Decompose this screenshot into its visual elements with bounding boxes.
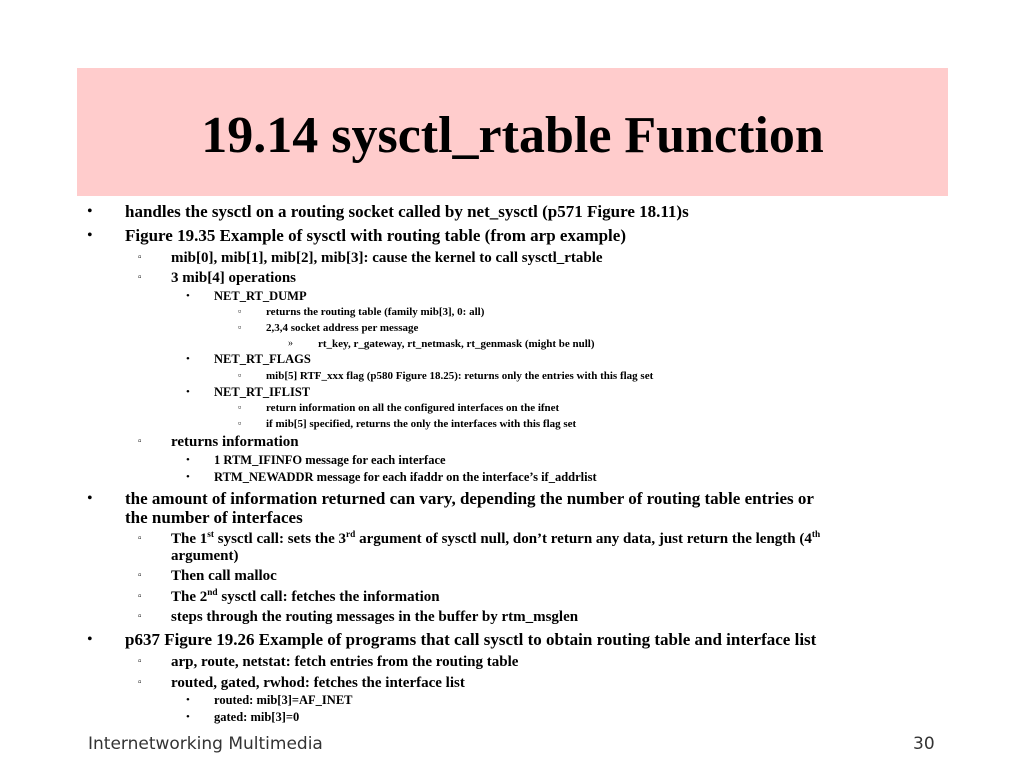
- bullet-text: the amount of information returned can vary, depending the number of routing table entries or: [125, 489, 814, 508]
- square-bullet-icon: ▫: [138, 677, 142, 688]
- square-bullet-icon: ▫: [138, 611, 142, 622]
- square-bullet-icon: ▫: [238, 418, 242, 428]
- bullet-dot-icon: •: [87, 490, 93, 507]
- bullet-item: [138, 588, 440, 606]
- bullet-dot-icon: •: [186, 454, 190, 466]
- square-bullet-icon: ▫: [238, 322, 242, 332]
- bullet-text: the number of interfaces: [125, 508, 303, 527]
- bullet-text: sysctl call: fetches the information: [217, 589, 440, 605]
- bullet-continuation: [125, 509, 303, 528]
- bullet-item: [186, 693, 353, 708]
- square-bullet-icon: ▫: [238, 402, 242, 412]
- bullet-dot-icon: •: [186, 290, 190, 302]
- bullet-item: [238, 306, 485, 318]
- bullet-text: gated: mib[3]=0: [214, 710, 300, 724]
- bullet-item: [186, 453, 446, 468]
- bullet-item: [186, 385, 311, 400]
- title-banner: [77, 68, 948, 196]
- bullet-item: [238, 370, 654, 382]
- square-bullet-icon: ▫: [138, 656, 142, 667]
- bullet-item: [186, 710, 300, 725]
- bullet-text: handles the sysctl on a routing socket called by net_sysctl (p571 Figure 18.11)s: [125, 202, 689, 221]
- bullet-item: [186, 352, 311, 367]
- bullet-item: [138, 568, 277, 585]
- bullet-text: if mib[5] specified, returns the only the interfaces with this flag set: [266, 418, 577, 430]
- bullet-dot-icon: •: [87, 227, 93, 244]
- square-bullet-icon: ▫: [238, 306, 242, 316]
- bullet-text: NET_RT_FLAGS: [214, 352, 311, 366]
- bullet-item: [87, 489, 814, 509]
- bullet-text: Then call malloc: [171, 568, 277, 584]
- bullet-item: [138, 530, 821, 548]
- bullet-text: The 2: [171, 589, 208, 605]
- page-number: 30: [913, 734, 935, 754]
- bullet-item: [138, 609, 579, 626]
- bullet-dot-icon: •: [186, 353, 190, 365]
- bullet-item: [138, 270, 296, 287]
- bullet-text: 2,3,4 socket address per message: [266, 322, 419, 334]
- superscript: st: [207, 530, 214, 540]
- bullet-dot-icon: •: [186, 711, 190, 723]
- bullet-continuation: [171, 548, 239, 565]
- bullet-text: routed: mib[3]=AF_INET: [214, 693, 353, 707]
- superscript: nd: [207, 588, 218, 598]
- bullet-text: p637 Figure 19.26 Example of programs that call sysctl to obtain routing table and interface list: [125, 630, 817, 649]
- bullet-text: mib[0], mib[1], mib[2], mib[3]: cause the kernel to call sysctl_rtable: [171, 250, 603, 266]
- bullet-item: [186, 470, 597, 485]
- bullet-text: NET_RT_DUMP: [214, 289, 307, 303]
- bullet-item: [87, 630, 817, 650]
- bullet-text: Figure 19.35 Example of sysctl with routing table (from arp example): [125, 226, 626, 245]
- bullet-text: routed, gated, rwhod: fetches the interface list: [171, 675, 465, 691]
- bullet-item: [138, 654, 519, 671]
- bullet-item: [138, 250, 603, 267]
- bullet-text: arp, route, netstat: fetch entries from the routing table: [171, 654, 519, 670]
- bullet-dot-icon: •: [186, 386, 190, 398]
- bullet-text: NET_RT_IFLIST: [214, 385, 311, 399]
- bullet-item: [288, 338, 595, 350]
- bullet-item: [238, 322, 419, 334]
- chevron-bullet-icon: »: [288, 338, 293, 349]
- square-bullet-icon: ▫: [138, 533, 142, 544]
- bullet-item: [138, 675, 465, 692]
- bullet-text: 3 mib[4] operations: [171, 270, 296, 286]
- bullet-text: sysctl call: sets the 3: [213, 531, 347, 547]
- bullet-text: argument): [171, 548, 239, 564]
- bullet-text: argument of sysctl null, don’t return any data, just return the length (4: [355, 531, 812, 547]
- bullet-item: [238, 402, 560, 414]
- square-bullet-icon: ▫: [138, 252, 142, 263]
- bullet-item: [186, 289, 307, 304]
- square-bullet-icon: ▫: [138, 436, 142, 447]
- bullet-text: returns the routing table (family mib[3], 0: all): [266, 306, 485, 318]
- bullet-text: returns information: [171, 434, 299, 450]
- square-bullet-icon: ▫: [138, 591, 142, 602]
- bullet-text: mib[5] RTF_xxx flag (p580 Figure 18.25): returns only the entries with this flag set: [266, 370, 654, 382]
- square-bullet-icon: ▫: [138, 570, 142, 581]
- footer-course-name: Internetworking Multimedia: [88, 734, 323, 754]
- superscript: rd: [346, 530, 356, 540]
- bullet-item: [238, 418, 577, 430]
- bullet-item: [87, 226, 626, 246]
- bullet-dot-icon: •: [186, 694, 190, 706]
- bullet-text: 1 RTM_IFINFO message for each interface: [214, 453, 446, 467]
- bullet-text: The 1: [171, 531, 208, 547]
- slide-title: 19.14 sysctl_rtable Function: [201, 107, 824, 164]
- bullet-text: RTM_NEWADDR message for each ifaddr on the interface’s if_addrlist: [214, 470, 597, 484]
- square-bullet-icon: ▫: [138, 272, 142, 283]
- superscript: th: [811, 530, 821, 540]
- bullet-text: steps through the routing messages in the buffer by rtm_msglen: [171, 609, 579, 625]
- bullet-dot-icon: •: [87, 203, 93, 220]
- bullet-item: [138, 434, 299, 451]
- square-bullet-icon: ▫: [238, 370, 242, 380]
- bullet-item: [87, 202, 689, 222]
- bullet-text: rt_key, r_gateway, rt_netmask, rt_genmask (might be null): [318, 338, 595, 350]
- bullet-dot-icon: •: [87, 631, 93, 648]
- bullet-dot-icon: •: [186, 471, 190, 483]
- bullet-text: return information on all the configured interfaces on the ifnet: [266, 402, 560, 414]
